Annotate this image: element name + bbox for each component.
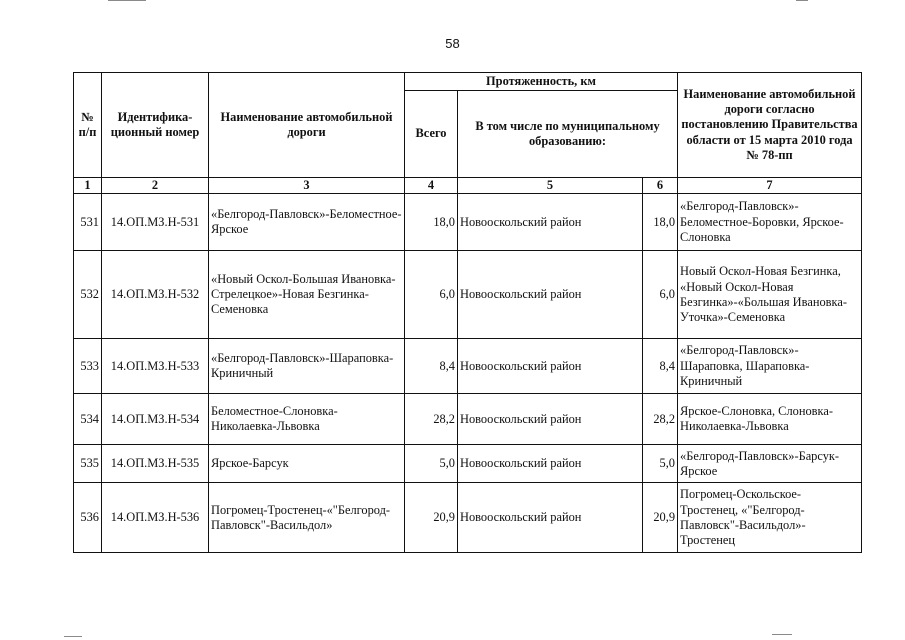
column-number-row	[74, 178, 862, 194]
row-district: Новооскольский район	[458, 194, 643, 251]
row-road-name: Беломестное-Слоновка-Николаевка-Львовка	[209, 394, 405, 445]
table-row	[74, 194, 862, 251]
row-district: Новооскольский район	[458, 339, 643, 394]
row-road-name: «Белгород-Павловск»-Шараповка-Криничный	[209, 339, 405, 394]
row-district: Новооскольский район	[458, 251, 643, 339]
row-district-km: 5,0	[643, 445, 678, 483]
row-district-km: 8,4	[643, 339, 678, 394]
row-id: 14.ОП.МЗ.Н-534	[102, 394, 209, 445]
column-number: 7	[678, 178, 862, 194]
row-resolution-name: Погромец-Оскольское-Тростенец, «"Белгород-Павловск"-Васильдол»-Тростенец	[678, 483, 862, 553]
row-district-km: 6,0	[643, 251, 678, 339]
row-id: 14.ОП.МЗ.Н-535	[102, 445, 209, 483]
row-district: Новооскольский район	[458, 445, 643, 483]
row-road-name: Ярское-Барсук	[209, 445, 405, 483]
row-district-km: 20,9	[643, 483, 678, 553]
scan-mark	[108, 0, 146, 1]
scan-mark	[772, 634, 792, 635]
row-total: 6,0	[405, 251, 458, 339]
row-total: 18,0	[405, 194, 458, 251]
row-total: 20,9	[405, 483, 458, 553]
header-length-group: Протяженность, км	[405, 73, 678, 91]
row-num: 532	[74, 251, 102, 339]
row-id: 14.ОП.МЗ.Н-533	[102, 339, 209, 394]
row-resolution-name: Ярское-Слоновка, Слоновка-Николаевка-Львовка	[678, 394, 862, 445]
row-district-km: 18,0	[643, 194, 678, 251]
header-total: Всего	[405, 91, 458, 178]
table-header	[74, 73, 862, 194]
header-municipal: В том числе по муниципальному образованию:	[458, 91, 678, 178]
table-row	[74, 251, 862, 339]
column-number: 6	[643, 178, 678, 194]
row-district-km: 28,2	[643, 394, 678, 445]
row-total: 5,0	[405, 445, 458, 483]
column-number: 1	[74, 178, 102, 194]
row-road-name: «Новый Оскол-Большая Ивановка-Стрелецкое»-Новая Безгинка-Семеновка	[209, 251, 405, 339]
roads-table	[73, 72, 862, 553]
header-road-name: Наименование автомобильной дороги	[209, 73, 405, 178]
row-road-name: Погромец-Тростенец-«"Белгород-Павловск"-Васильдол»	[209, 483, 405, 553]
page-number: 58	[445, 36, 460, 51]
column-number: 5	[458, 178, 643, 194]
table-body	[74, 194, 862, 553]
header-id: Идентифика-ционный номер	[102, 73, 209, 178]
row-road-name: «Белгород-Павловск»-Беломестное-Ярское	[209, 194, 405, 251]
row-num: 534	[74, 394, 102, 445]
table-row	[74, 445, 862, 483]
table-row	[74, 394, 862, 445]
row-district: Новооскольский район	[458, 483, 643, 553]
scan-mark	[64, 636, 82, 637]
row-total: 8,4	[405, 339, 458, 394]
row-resolution-name: «Белгород-Павловск»-Шараповка, Шараповка-Криничный	[678, 339, 862, 394]
column-number: 4	[405, 178, 458, 194]
row-total: 28,2	[405, 394, 458, 445]
row-num: 535	[74, 445, 102, 483]
column-number: 3	[209, 178, 405, 194]
header-resolution-name: Наименование автомобильной дороги согласно постановлению Правительства области от 15 марта 2010 года № 78-пп	[678, 73, 862, 178]
scan-mark	[796, 0, 808, 1]
row-num: 531	[74, 194, 102, 251]
row-resolution-name: «Белгород-Павловск»-Барсук-Ярское	[678, 445, 862, 483]
column-number: 2	[102, 178, 209, 194]
row-num: 536	[74, 483, 102, 553]
row-num: 533	[74, 339, 102, 394]
row-resolution-name: «Белгород-Павловск»-Беломестное-Боровки, Ярское-Слоновка	[678, 194, 862, 251]
row-id: 14.ОП.МЗ.Н-531	[102, 194, 209, 251]
row-id: 14.ОП.МЗ.Н-532	[102, 251, 209, 339]
row-district: Новооскольский район	[458, 394, 643, 445]
table-row	[74, 339, 862, 394]
row-resolution-name: Новый Оскол-Новая Безгинка, «Новый Оскол-Новая Безгинка»-«Большая Ивановка-Уточка»-Семеновка	[678, 251, 862, 339]
table-row	[74, 483, 862, 553]
row-id: 14.ОП.МЗ.Н-536	[102, 483, 209, 553]
header-num: № п/п	[74, 73, 102, 178]
